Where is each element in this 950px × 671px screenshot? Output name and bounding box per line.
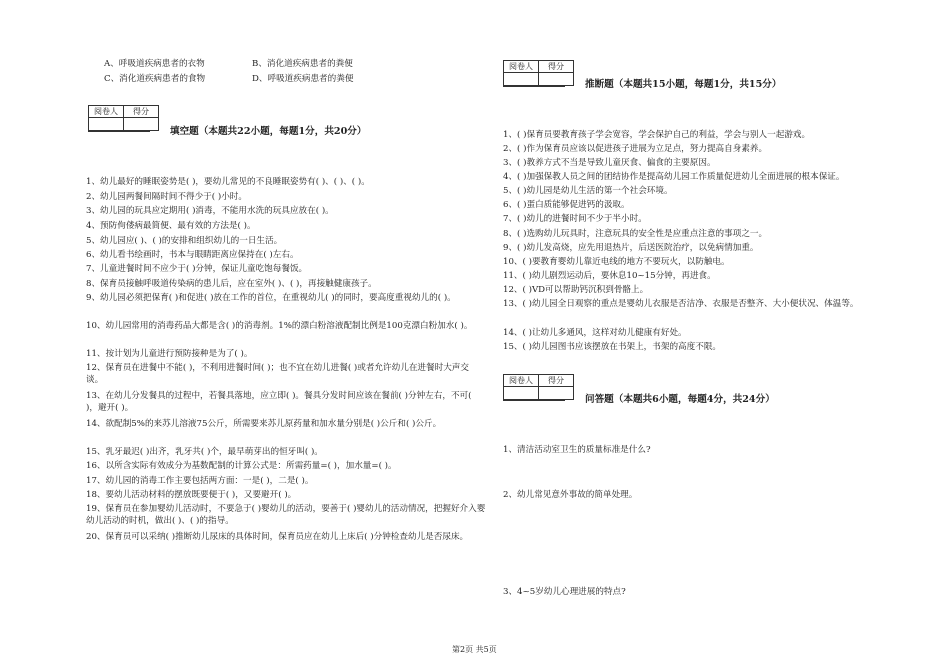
judge-item: 6、( )蛋白质能够促进钙的汲取。	[503, 200, 630, 210]
fill-item: 7、儿童进餐时间不应少于( )分钟，保证儿童吃饱每餐饭。	[86, 264, 308, 274]
score-label: 得分	[124, 106, 159, 118]
judge-item: 3、( )教养方式不当是导致儿童厌食、偏食的主要原因。	[503, 158, 716, 168]
score-box-underline	[88, 131, 150, 132]
judge-section-title: 推断题（本题共15小题，每题1分，共15分）	[585, 79, 782, 90]
qa-item: 2、幼儿常见意外事故的简单处理。	[503, 490, 638, 500]
fill-item: 16、以所含实际有效成分为基数配制的计算公式是：所需药量=( )，加水量=( )。	[86, 461, 397, 471]
score-cell	[124, 118, 159, 131]
fill-item: 10、幼儿园常用的消毒药品大都是含( )的消毒剂。1%的漂白粉溶液配制比例是100克漂白粉加水( )。	[86, 321, 473, 331]
score-box-qa	[503, 374, 574, 400]
option-a: A、呼吸道疾病患者的衣物	[104, 59, 205, 69]
judge-item: 5、( )幼儿园是幼儿生活的第一个社会环境。	[503, 186, 673, 196]
judge-item: 13、( )幼儿园全日观察的重点是婴幼儿衣服是否洁净、衣服是否整齐、大小便状况、体温等。	[503, 299, 859, 309]
fill-item: 20、保育员可以采纳( )推断幼儿尿床的具体时间，保育员应在幼儿上床后( )分钟检查幼儿是否尿床。	[86, 532, 469, 542]
judge-item: 4、( )加强保教人员之间的团结协作是提高幼儿园工作质量促进幼儿全面进展的根本保证。	[503, 172, 845, 182]
fill-item: 2、幼儿园两餐间隔时间不得少于( )小时。	[86, 192, 247, 202]
judge-item: 10、( )要教育婴幼儿靠近电线的地方不要玩火，以防触电。	[503, 257, 730, 267]
score-cell	[539, 387, 574, 400]
judge-item: 1、( )保育员要教育孩子学会宽容，学会保护自己的利益，学会与别人一起游戏。	[503, 130, 811, 140]
qa-item: 3、4~5岁幼儿心理进展的特点?	[503, 587, 626, 597]
judge-item: 9、( )幼儿发高烧，应先用退热片，后送医院治疗，以免病情加重。	[503, 243, 759, 253]
judge-item: 15、( )幼儿园图书应该摆放在书架上，书架的高度不限。	[503, 342, 722, 352]
fill-item: 12、保育员在进餐中不能( )，不利用进餐时间( )；也不宜在幼儿进餐( )或者允许幼儿在进餐时大声交谈。	[86, 363, 469, 385]
fill-item: 3、幼儿园的玩具应定期用( )消毒，不能用水洗的玩具应放在( )。	[86, 206, 334, 216]
qa-section-title: 问答题（本题共6小题，每题4分，共24分）	[585, 394, 775, 405]
reviewer-label: 阅卷人	[89, 106, 124, 118]
fill-item: 11、按计划为儿童进行预防接种是为了( )。	[86, 349, 253, 359]
page-footer: 第2页 共5页	[452, 645, 497, 654]
score-box-underline	[503, 86, 565, 87]
option-c: C、消化道疾病患者的食物	[104, 74, 206, 84]
score-box-fill	[88, 105, 159, 131]
fill-item: 19、保育员在参加婴幼儿活动时，不要急于( )婴幼儿的活动，要善于( )婴幼儿的活动情况，把握好介入婴幼儿活动的时机，做出( )、( )的指导。	[86, 504, 486, 526]
fill-item: 6、幼儿看书绘画时，书本与眼睛距离应保持在( )左右。	[86, 250, 299, 260]
fill-item: 8、保育员接触呼吸道传染病的患儿后，应在室外( )、( )，再接触健康孩子。	[86, 279, 377, 289]
fill-item: 15、乳牙最迟( )出齐，乳牙共( )个，最早萌芽出的恒牙叫( )。	[86, 447, 323, 457]
fill-item: 5、幼儿园应( )、( )的安排和组织幼儿的一日生活。	[86, 236, 283, 246]
score-box-judge	[503, 60, 574, 86]
judge-item: 8、( )选购幼儿玩具时，注意玩具的安全性是应重点注意的事项之一。	[503, 229, 768, 239]
score-label: 得分	[539, 375, 574, 387]
fill-item: 4、预防佝偻病最简便、最有效的方法是( )。	[86, 221, 256, 231]
option-d: D、呼吸道疾病患者的粪便	[252, 74, 354, 84]
fill-item: 1、幼儿最好的睡眠姿势是( )，要幼儿常见的不良睡眠姿势有( )、( )、( )。	[86, 177, 370, 187]
judge-item: 11、( )幼儿剧烈运动后，要休息10~15分钟，再进食。	[503, 271, 716, 281]
score-label: 得分	[539, 61, 574, 73]
judge-item: 12、( )VD可以帮助钙沉积到骨骼上。	[503, 285, 649, 295]
judge-item: 7、( )幼儿的进餐时间不少于半小时。	[503, 214, 647, 224]
score-cell	[539, 73, 574, 86]
reviewer-label: 阅卷人	[504, 375, 539, 387]
fill-item: 14、欲配制5%的来苏儿溶液75公斤，所需要来苏儿原药量和加水量分别是( )公斤和( )公斤。	[86, 419, 442, 429]
judge-item: 2、( )作为保育员应该以促进孩子进展为立足点，努力提高自身素养。	[503, 144, 768, 154]
fill-item: 9、幼儿园必须把保育( )和促进( )放在工作的首位，在重视幼儿( )的同时，要高度重视幼儿的( )。	[86, 293, 456, 303]
reviewer-cell	[504, 73, 539, 86]
reviewer-label: 阅卷人	[504, 61, 539, 73]
fill-section-title: 填空题（本题共22小题，每题1分，共20分）	[170, 126, 367, 137]
qa-item: 1、清洁活动室卫生的质量标准是什么?	[503, 445, 651, 455]
reviewer-cell	[89, 118, 124, 131]
judge-item: 14、( )让幼儿多通风，这样对幼儿健康有好处。	[503, 328, 687, 338]
fill-item: 13、在幼儿分发餐具的过程中，若餐具落地，应立即( )。餐具分发时间应该在餐前( )分钟左右，不可( )，避开( )。	[86, 391, 472, 413]
fill-item: 18、要幼儿活动材料的摆放既要便于( )，又要避开( )。	[86, 490, 297, 500]
score-box-underline	[503, 400, 565, 401]
fill-item: 17、幼儿园的消毒工作主要包括两方面：一是( )，二是( )。	[86, 476, 314, 486]
reviewer-cell	[504, 387, 539, 400]
option-b: B、消化道疾病患者的粪便	[252, 59, 353, 69]
